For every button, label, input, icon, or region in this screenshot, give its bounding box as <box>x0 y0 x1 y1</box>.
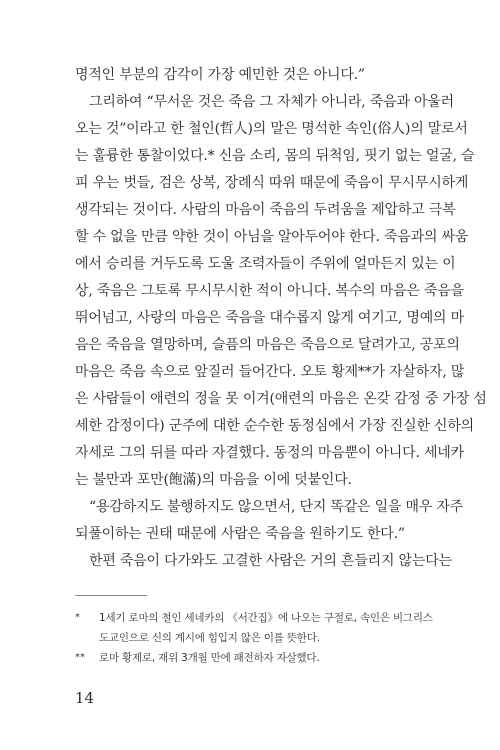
footnote-line: 1세기 로마의 철인 세네카의 《서간집》에 나오는 구절로, 속인은 비그리스 <box>99 612 433 624</box>
text-line: 되풀이하는 권태 때문에 사람은 죽음을 원하기도 한다.” <box>75 526 405 542</box>
text-line: 오는 것”이라고 한 철인(哲人)의 말은 명석한 속인(俗人)의 말로서 <box>75 121 468 137</box>
footnote <box>75 608 435 648</box>
text-line: 마음은 죽음 속으로 앞질러 들어간다. 오토 황제**가 자살하자, 많 <box>75 364 465 380</box>
text-line: 그리하여 “무서운 것은 죽음 그 자체가 아니라, 죽음과 아울러 <box>89 94 454 110</box>
text-line: “용감하지도 불행하지도 않으면서, 단지 똑같은 일을 매우 자주 <box>89 499 464 515</box>
footnote-divider <box>75 595 147 596</box>
footnote-mark: * <box>75 612 80 623</box>
footnote-text <box>99 648 435 668</box>
body-text <box>75 62 487 575</box>
text-line: 는 불만과 포만(飽滿)의 마음을 이에 덧붙인다. <box>75 472 352 488</box>
text-line: 세한 감정이다) 군주에 대한 순수한 동정심에서 가장 진실한 신하의 <box>75 418 475 434</box>
text-line: 는 훌륭한 통찰이었다.* 신음 소리, 몸의 뒤척임, 핏기 없는 얼굴, 슬 <box>75 148 475 164</box>
text-line: 명적인 부분의 감각이 가장 예민한 것은 아니다.” <box>75 67 365 83</box>
text-line: 생각되는 것이다. 사람의 마음이 죽음의 두려움을 제압하고 극복 <box>75 202 456 218</box>
text-line: 할 수 없을 만큼 약한 것이 아님을 알아두어야 한다. 죽음과의 싸움 <box>75 229 469 245</box>
text-line: 피 우는 벗들, 검은 상복, 장례식 따위 때문에 죽음이 무시무시하게 <box>75 175 469 191</box>
page-number: 14 <box>75 689 95 707</box>
text-line: 에서 승리를 거두도록 도울 조력자들이 주위에 얼마든지 있는 이 <box>75 256 456 272</box>
text-line: 자세로 그의 뒤를 따라 자결했다. 동정의 마음뿐이 아니다. 세네카 <box>75 445 464 461</box>
text-line: 음은 죽음을 열망하며, 슬픔의 마음은 죽음으로 달려가고, 공포의 <box>75 337 460 353</box>
text-line: 뛰어넘고, 사랑의 마음은 죽음을 대수롭지 않게 여기고, 명예의 마 <box>75 310 464 326</box>
text-line: 한편 죽음이 다가와도 고결한 사람은 거의 흔들리지 않는다는 <box>89 553 452 569</box>
footnotes <box>75 608 435 668</box>
text-line: 상, 죽음은 그토록 무시무시한 적이 아니다. 복수의 마음은 죽음을 <box>75 283 464 299</box>
footnote-line: 로마 황제로, 재위 3개월 만에 패전하자 자살했다. <box>99 652 320 664</box>
footnote-line: 도교인으로 신의 계시에 힘입지 않은 이를 뜻한다. <box>99 632 320 644</box>
footnote-mark: ** <box>75 652 85 663</box>
text-line: 은 사람들이 애련의 정을 못 이겨(애련의 마음은 온갖 감정 중 가장 섬 <box>75 391 487 407</box>
footnote <box>75 648 435 668</box>
footnote-text <box>99 608 435 648</box>
